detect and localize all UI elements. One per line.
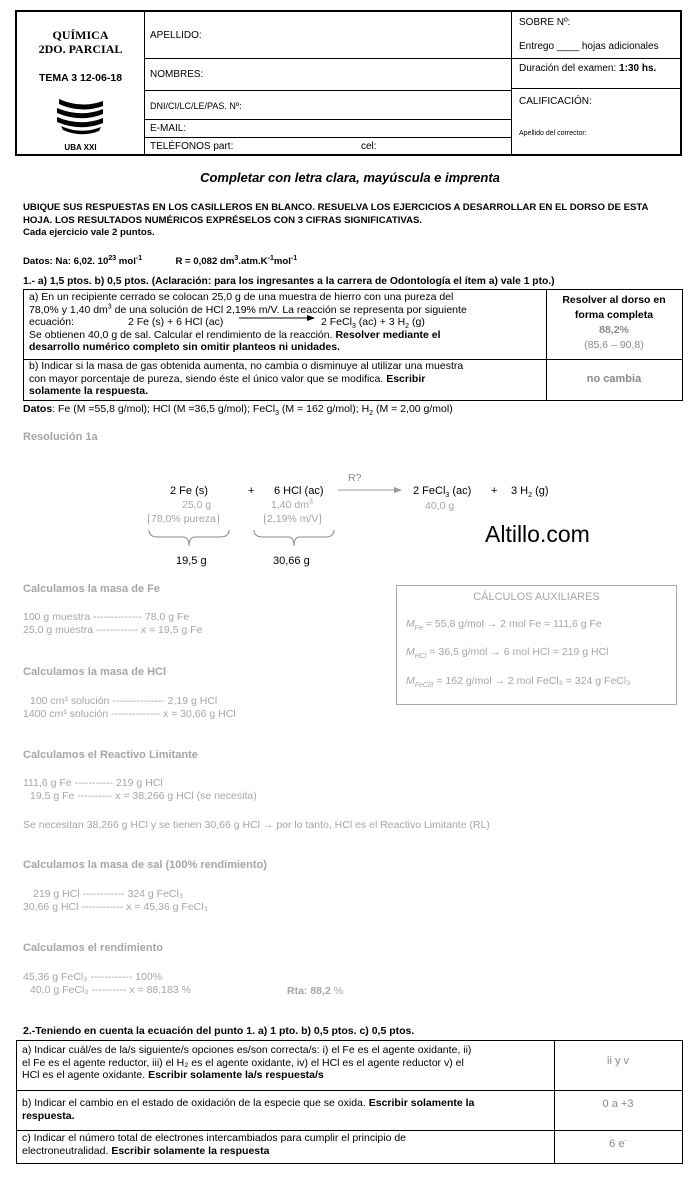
gas-constant-end: mol: [273, 256, 291, 267]
dni-field[interactable]: DNI/CI/LC/LE/PAS. Nº:: [150, 101, 242, 111]
q1a-answer-box[interactable]: [546, 293, 682, 353]
q1-datos-rest: (M = 162 g/mol); H: [279, 403, 370, 415]
product-fecl3-formula: 2 FeCl: [413, 485, 446, 497]
q1-datos-values: Fe (M =55,8 g/mol); HCl (M =36,5 g/mol); FeCl: [58, 403, 276, 415]
aux-hcl-sub: HCl: [414, 653, 427, 661]
sobre-field[interactable]: SOBRE Nº:: [519, 17, 571, 28]
q2b-line1: b) Indicar el cambio en el estado de oxidación de la especie que se oxida.: [22, 1097, 366, 1109]
step4-calc: [23, 888, 208, 914]
step5-calc: [23, 971, 191, 997]
reactant-hcl: 6 HCl (ac): [274, 485, 324, 497]
step5-line2: 40,0 g FeCl₃ ---------- x = 88,183 %: [30, 984, 191, 996]
q1a-side-line2: forma completa: [574, 309, 654, 321]
q2b-line2: respuesta.: [22, 1109, 75, 1122]
q1a-line1: a) En un recipiente cerrado se colocan 25,0 g de una muestra de hierro con una pureza del: [29, 291, 454, 303]
instructions-title: Completar con letra clara, mayúscula e imprenta: [200, 170, 500, 185]
datos-constants: Datos: Na: 6,02. $10^{23}$ mol$^{-1}$ R = 0,082 $dm^3.atm.K^{-1}mol^{-1}$: [23, 254, 298, 267]
q2a-line2: el Fe es el agente reductor, iii) el H₂ es el agente oxidante, iv) el HCl es el agente reductor v) el: [22, 1056, 464, 1069]
logo-caption: UBA XXI: [64, 143, 97, 152]
q1a-statement: a) En un recipiente cerrado se colocan 25,0 g de una muestra de hierro con una pureza del 78,0% y 1,40 $dm^3$ de una solución de HCl 2,19% m/V. La reacción se representa por siguiente ecuación: 2 Fe (s) + 6 HCl (ac) 2 FeCl$_3$ (ac) + 3 $H_2$ (g) Se obtienen 40,0 g de sal. Calcular el rendimiento de la reacción. Resolver mediante el desarrollo numérico completo sin omitir planteos ni unidades.: [29, 291, 544, 354]
final-answer-value: 88,2: [310, 985, 331, 997]
aux-calc-box: [396, 585, 677, 705]
subject-title: QUÍMICA: [52, 28, 109, 42]
q1b-line2: con mayor porcentaje de pureza, siendo éste el único valor que se modifica.: [29, 372, 384, 385]
hcl-volume: 1,40 $dm^3$: [271, 498, 313, 511]
step2-title: Calculamos la masa de HCl: [23, 666, 167, 678]
fe-purity-text: 78,0% pureza: [148, 513, 219, 525]
q2b-statement: [22, 1097, 552, 1122]
exam-title: 2DO. PARCIAL: [38, 42, 123, 56]
duracion-value: 1:30 hs.: [619, 63, 657, 74]
corrector-field[interactable]: Apellido del corrector:: [519, 130, 587, 137]
yield-label: R?: [348, 472, 362, 484]
aux-fe-text: = 55,8 g/mol → 2 mol Fe = 111,6 g Fe: [425, 618, 602, 630]
q1a-line4: Se obtienen 40,0 g de sal. Calcular el rendimiento de la reacción.: [29, 328, 333, 341]
hcl-conc: [264, 513, 321, 525]
entrego-label: Entrego: [519, 41, 555, 52]
hcl-volume-text: 1,40 dm: [271, 499, 309, 511]
plus-sign: +: [248, 485, 255, 497]
q2-heading: [23, 1025, 414, 1037]
aux-fe-sub: Fe: [414, 625, 423, 633]
step3-calc: [23, 777, 257, 803]
q2c-line2: electroneutralidad.: [22, 1144, 109, 1157]
email-field[interactable]: E-MAIL:: [150, 123, 187, 134]
fe-brace-icon: [148, 529, 230, 552]
aux-hcl-text: = 36,5 g/mol → 6 mol HCl = 219 g HCl: [429, 646, 609, 658]
q1b-statement: [29, 360, 544, 398]
q2b-line1-bold: Escribir solamente la: [368, 1097, 475, 1109]
step1-line2: 25,0 g muestra ------------ x = 19,5 g Fe: [23, 624, 203, 636]
resolution-title: Resolución 1a: [23, 431, 98, 443]
entrego-suffix: hojas adicionales: [581, 41, 659, 52]
instructions-block: [23, 202, 648, 240]
aux-title: CÁLCULOS AUXILIARES: [473, 591, 600, 603]
q1b-answer[interactable]: no cambia: [586, 373, 642, 385]
step3-title: Calculamos el Reactivo Limitante: [23, 749, 198, 761]
reactant-fe: 2 Fe (s): [170, 485, 208, 497]
tema-date: TEMA 3 12-06-18: [38, 72, 123, 84]
step5-line1: 45,36 g FeCl₃ ------------ 100%: [23, 971, 163, 983]
product-h2-formula: 3 H: [511, 485, 529, 497]
entrego-field[interactable]: [519, 41, 659, 52]
aux-fecl3-m: M: [406, 675, 415, 687]
q1a-equation-left: 2 Fe (s) + 6 HCl (ac): [128, 316, 224, 328]
q1b-line1: b) Indicar si la masa de gas obtenida aumenta, no cambia o disminuye al utilizar una muestra: [29, 360, 464, 372]
cel-field[interactable]: cel:: [361, 141, 377, 152]
aux-hcl-m: M: [406, 646, 415, 658]
duracion-label: Duración del examen:: [519, 63, 617, 74]
q1a-answer: 88,2%: [599, 324, 629, 336]
q1a-eq-h2: (ac) + 3 H: [355, 316, 406, 328]
reaction-arrow-icon: [338, 485, 402, 498]
telefono-field[interactable]: TELÉFONOS part:: [150, 141, 234, 152]
step4-line2: 30,66 g HCl ------------ x = 45,36 g FeCl₃: [23, 901, 208, 913]
hcl-conc-text: 2,19% m/V: [264, 513, 321, 525]
product-fecl3-state: (ac): [449, 485, 472, 497]
q1-heading: 1.- a) 1,5 ptos. b) 0,5 ptos. (Aclaración: para los ingresantes a la carrera de Odontología el ítem a) vale 1 pto.): [23, 276, 555, 287]
final-answer: [287, 985, 343, 997]
q2a-line1: a) Indicar cuál/es de la/s siguiente/s opciones es/son correcta/s: i) el Fe es el agente oxidante, ii): [22, 1044, 472, 1056]
plus-sign-2: +: [491, 485, 498, 497]
uba-logo: [51, 95, 109, 142]
product-fecl3: 2 FeCl$_3$ (ac): [413, 485, 472, 500]
gas-constant: R = 0,082 dm: [175, 256, 235, 267]
fe-result: 19,5 g: [176, 555, 207, 567]
aux-fe-m: M: [406, 618, 415, 630]
q1a-line2a: 78,0% y 1,40 dm: [29, 303, 108, 316]
q1b-line2-bold: Escribir: [386, 372, 426, 385]
q2-heading-points: a) 1 pto. b) 0,5 ptos. c) 0,5 ptos.: [257, 1025, 415, 1037]
q1a-equation-right: 2 FeCl$_3$ (ac) + 3 $H_2$ (g): [321, 316, 425, 331]
aux-hcl: [406, 646, 609, 661]
q2a-line3: HCl es el agente oxidante.: [22, 1069, 146, 1081]
calificacion-field[interactable]: CALIFICACIÓN:: [519, 96, 592, 107]
q1a-line4-bold: Resolver mediante el: [335, 328, 441, 341]
instructions-line2: HOJA. LOS RESULTADOS NUMÉRICOS EXPRÉSELOS CON 3 CIFRAS SIGNIFICATIVAS.: [23, 214, 423, 226]
nombres-field[interactable]: NOMBRES:: [150, 69, 204, 80]
q1a-side-line1: Resolver al dorso en: [562, 294, 666, 306]
instructions-line3: Cada ejercicio vale 2 puntos.: [23, 227, 155, 238]
final-answer-unit: %: [333, 985, 344, 997]
hcl-result: 30,66 g: [273, 555, 310, 567]
q2c-answer-value: 6 e: [609, 1138, 625, 1150]
avogadro-exp: 23: [108, 254, 117, 262]
q1-datos-end: (M = 2,00 g/mol): [373, 403, 453, 415]
step1-title: Calculamos la masa de Fe: [23, 583, 160, 595]
step3-line1: 111,6 g Fe ----------- 219 g HCl: [23, 777, 163, 789]
q2b-answer[interactable]: 0 a +3: [602, 1098, 634, 1110]
q1a-eq-fecl3: 2 FeCl: [321, 316, 352, 328]
q1b-line3: solamente la respuesta.: [29, 385, 149, 397]
step5-title: Calculamos el rendimiento: [23, 942, 163, 954]
q1-datos: Datos: Fe (M =55,8 g/mol); HCl (M =36,5 g/mol); FeCl$_3$ (M = 162 g/mol); $H_2$ (M = 2,00 g/mol): [23, 403, 453, 418]
step2-calc: [23, 695, 236, 721]
step1-line1: 100 g muestra -------------- 78,0 g Fe: [23, 611, 190, 623]
aux-fe: [406, 618, 602, 633]
apellido-field[interactable]: APELLIDO:: [150, 30, 202, 41]
q2c-statement: [22, 1132, 552, 1157]
product-h2: 3 $H_2$ (g): [511, 485, 549, 500]
q1a-line3: ecuación:: [29, 316, 74, 328]
fe-purity: [148, 513, 219, 525]
q2a-answer[interactable]: ii y v: [607, 1055, 629, 1067]
q1a-line2b: de una solución de HCl 2,19% m/V. La reacción se representa por siguiente: [111, 303, 467, 316]
q2c-answer[interactable]: 6 e-: [609, 1137, 627, 1150]
step1-calc: [23, 611, 202, 637]
gas-constant-unit: .atm.K: [238, 256, 268, 267]
avogadro: Datos: Na: 6,02. 10: [23, 256, 109, 267]
q1a-range: (85,6 – 90,8): [584, 339, 644, 351]
fe-mass: 25,0 g: [182, 499, 212, 511]
q1a-eq-state: (g): [409, 316, 425, 328]
aux-fecl3-sub: FeCl3: [414, 682, 434, 690]
step2-line1: 100 cm³ solución --------------- 2,19 g HCl: [30, 695, 218, 707]
q2c-line2-bold: Escribir solamente la respuesta: [111, 1144, 270, 1157]
step3-line2: 19,5 g Fe ---------- x = 38,266 g HCl (se necesita): [30, 790, 257, 802]
watermark: Altillo.com: [485, 521, 590, 547]
salt-mass: 40,0 g: [425, 500, 455, 512]
entrego-blank: ____: [556, 41, 580, 52]
q1-datos-label: Datos: [23, 403, 53, 415]
step4-title: Calculamos la masa de sal (100% rendimiento): [23, 859, 267, 871]
duracion: [519, 63, 656, 74]
step2-line2: 1400 cm³ solución -------------- x = 30,66 g HCl: [23, 708, 236, 720]
aux-fecl3: [406, 675, 631, 690]
q2a-line3-bold: Escribir solamente la/s respuesta/s: [148, 1069, 324, 1081]
hcl-brace-icon: [253, 529, 335, 552]
step4-line1: 219 g HCl ------------ 324 g FeCl₃: [33, 888, 184, 900]
aux-fecl3-text: = 162 g/mol → 2 mol FeCl₃ = 324 g FeCl₃: [436, 675, 631, 687]
instructions-line1: UBIQUE SUS RESPUESTAS EN LOS CASILLEROS EN BLANCO. RESUELVA LOS EJERCICIOS A DESARROLLAR EN EL DORSO DE ESTA: [23, 202, 649, 213]
final-answer-label: Rta:: [287, 985, 308, 997]
avogadro-unit: mol: [118, 256, 136, 267]
q1a-line5: desarrollo numérico completo sin omitir planteos ni unidades.: [29, 341, 340, 353]
q2a-statement: [22, 1044, 552, 1082]
exam-header: [15, 10, 682, 156]
step3-conclusion: Se necesitan 38,266 g HCl y se tienen 30,66 g HCl → por lo tanto, HCl es el Reactivo Limitante (RL): [23, 819, 490, 831]
product-h2-state: (g): [532, 485, 549, 497]
q2-heading-text: 2.-Teniendo en cuenta la ecuación del punto 1.: [23, 1025, 256, 1037]
arrow-icon: [239, 313, 315, 327]
q2c-line1: c) Indicar el número total de electrones intercambiados para cumplir el principio de: [22, 1132, 407, 1144]
